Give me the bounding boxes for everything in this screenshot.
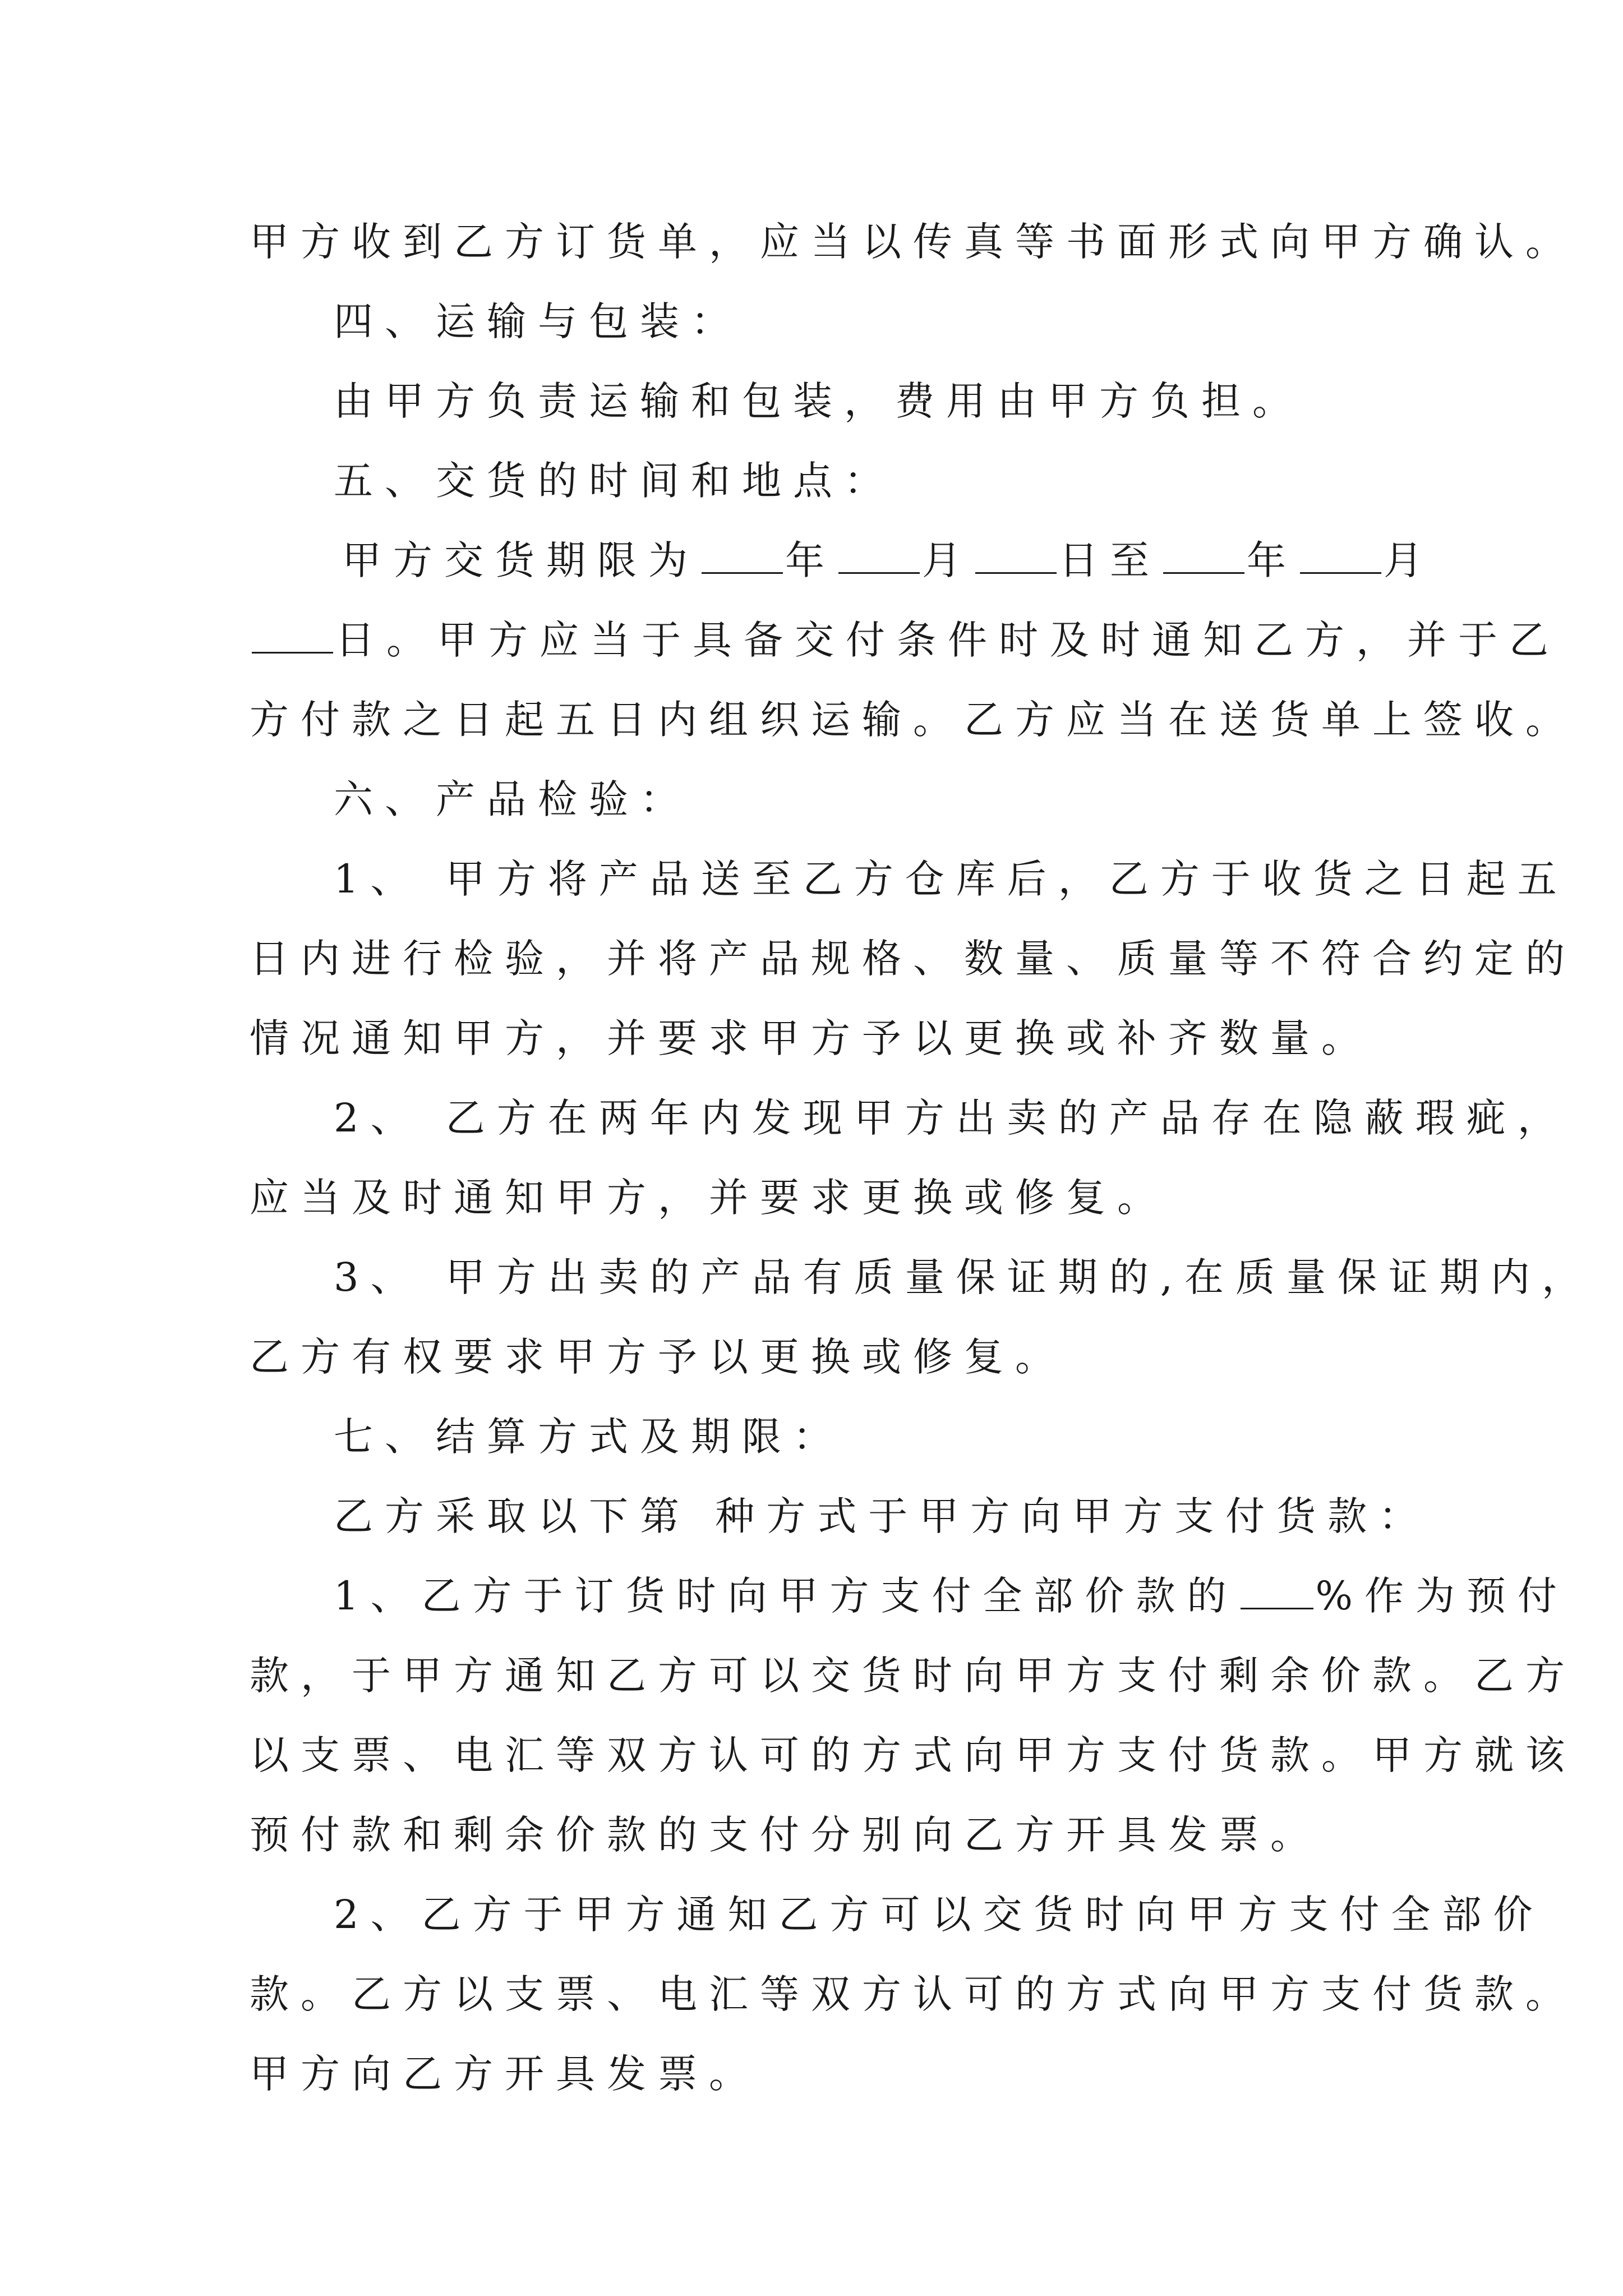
delivery-period-continuation <box>250 600 1560 680</box>
paragraph-text: 日。甲方应当于具备交付条件时及时通知乙方，并于乙 <box>335 617 1560 663</box>
blank-field <box>1241 1575 1313 1609</box>
blank-field <box>975 540 1057 574</box>
prepayment-suffix: %作为预付 <box>1315 1573 1569 1619</box>
paragraph-line: 乙方有权要求甲方予以更换或修复。 <box>250 1334 1066 1380</box>
paragraph-line: 乙方采取以下第 种方式于甲方向甲方支付货款： <box>334 1493 1430 1539</box>
paragraph-line: 日内进行检验，并将产品规格、数量、质量等不符合约定的 <box>250 936 1576 982</box>
delivery-period-prefix: 甲方交货期限为 <box>342 537 699 583</box>
blank-field <box>702 540 783 574</box>
clause-line: 2、 乙方在两年内发现甲方出卖的产品存在隐蔽瑕疵， <box>334 1095 1569 1141</box>
section-heading-inspection: 六、产品检验： <box>334 776 691 822</box>
clause-line: 1、 甲方将产品送至乙方仓库后，乙方于收货之日起五 <box>334 856 1569 902</box>
paragraph-line: 甲方收到乙方订货单，应当以传真等书面形式向甲方确认。 <box>250 219 1576 265</box>
paragraph-line: 方付款之日起五日内组织运输。乙方应当在送货单上签收。 <box>250 697 1576 743</box>
blank-field <box>1300 540 1381 574</box>
delivery-period-line <box>250 521 1435 600</box>
paragraph-line: 甲方向乙方开具发票。 <box>250 2051 760 2097</box>
blank-field <box>1163 540 1244 574</box>
prepayment-prefix: 1、乙方于订货时向甲方支付全部价款的 <box>334 1573 1238 1619</box>
date-unit: 年 <box>1247 537 1298 583</box>
paragraph-line: 由甲方负责运输和包装，费用由甲方负担。 <box>334 378 1303 424</box>
document-page <box>250 202 1593 2114</box>
paragraph-line: 应当及时通知甲方，并要求更换或修复。 <box>250 1175 1168 1221</box>
blank-field <box>838 540 920 574</box>
section-heading-delivery: 五、交货的时间和地点： <box>334 458 895 504</box>
date-unit: 月 <box>922 537 973 583</box>
paragraph-line: 以支票、电汇等双方认可的方式向甲方支付货款。甲方就该 <box>250 1732 1576 1778</box>
clause-line: 2、乙方于甲方通知乙方可以交货时向甲方支付全部价 <box>334 1892 1544 1938</box>
date-unit: 年 <box>785 537 836 583</box>
blank-field <box>252 619 333 654</box>
prepayment-clause-line <box>250 1556 1569 1636</box>
paragraph-line: 款。乙方以支票、电汇等双方认可的方式向甲方支付货款。 <box>250 1971 1576 2017</box>
paragraph-line: 情况通知甲方，并要求甲方予以更换或补齐数量。 <box>250 1015 1372 1061</box>
section-heading-settlement: 七、结算方式及期限： <box>334 1414 844 1460</box>
paragraph-line: 预付款和剩余价款的支付分别向乙方开具发票。 <box>250 1812 1321 1858</box>
paragraph-line: 款，于甲方通知乙方可以交货时向甲方支付剩余价款。乙方 <box>250 1653 1576 1699</box>
date-unit: 日至 <box>1059 537 1161 583</box>
date-unit: 月 <box>1384 537 1435 583</box>
clause-line: 3、 甲方出卖的产品有质量保证期的,在质量保证期内， <box>334 1254 1593 1300</box>
section-heading-transport: 四、运输与包装： <box>334 298 742 344</box>
